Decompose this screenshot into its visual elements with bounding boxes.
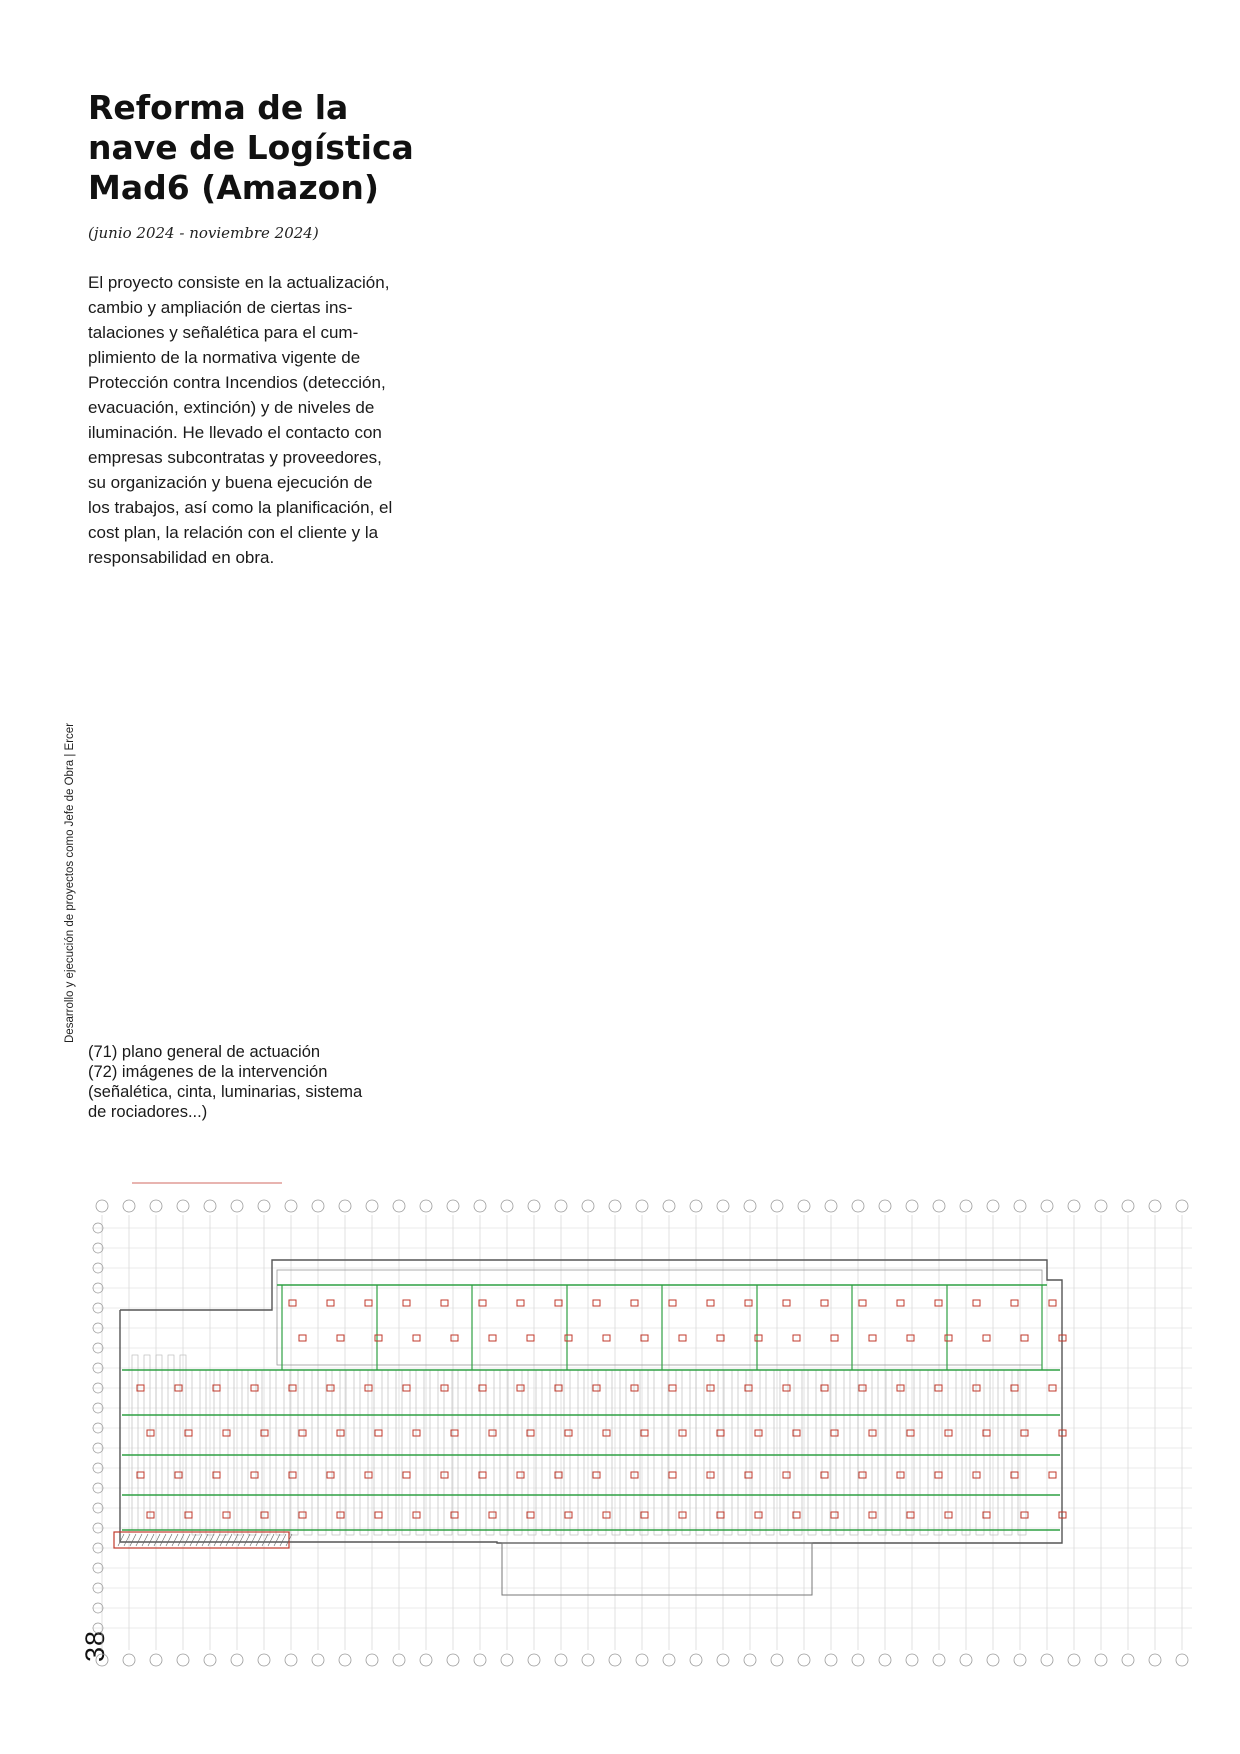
equipment-marker bbox=[983, 1335, 990, 1341]
grid-bubble bbox=[1014, 1654, 1026, 1666]
equipment-marker bbox=[223, 1430, 230, 1436]
grid-bubble bbox=[366, 1200, 378, 1212]
hatch-line bbox=[226, 1534, 232, 1546]
equipment-marker bbox=[945, 1335, 952, 1341]
grid-bubble bbox=[1149, 1654, 1161, 1666]
hatch-line bbox=[268, 1534, 274, 1546]
rack bbox=[346, 1370, 354, 1535]
equipment-marker bbox=[707, 1300, 714, 1306]
project-dates: (junio 2024 - noviembre 2024) bbox=[88, 224, 319, 242]
equipment-marker bbox=[337, 1512, 344, 1518]
equipment-marker bbox=[365, 1472, 372, 1478]
equipment-marker bbox=[603, 1335, 610, 1341]
equipment-marker bbox=[945, 1512, 952, 1518]
equipment-marker bbox=[365, 1300, 372, 1306]
caption-line: (71) plano general de actuación bbox=[88, 1043, 321, 1061]
equipment-marker bbox=[593, 1300, 600, 1306]
equipment-marker bbox=[403, 1472, 410, 1478]
description-line: El proyecto consiste en la actualización, bbox=[88, 273, 390, 292]
equipment-marker bbox=[679, 1512, 686, 1518]
equipment-marker bbox=[935, 1472, 942, 1478]
equipment-marker bbox=[403, 1300, 410, 1306]
rack bbox=[416, 1370, 424, 1535]
equipment-marker bbox=[783, 1300, 790, 1306]
equipment-marker bbox=[603, 1512, 610, 1518]
rack bbox=[934, 1370, 942, 1535]
rack bbox=[248, 1370, 256, 1535]
equipment-marker bbox=[793, 1335, 800, 1341]
grid-bubble bbox=[258, 1200, 270, 1212]
figure-caption bbox=[88, 1042, 418, 1122]
description-line: cambio y ampliación de ciertas ins- bbox=[88, 298, 353, 317]
rack bbox=[850, 1370, 858, 1535]
equipment-marker bbox=[565, 1430, 572, 1436]
equipment-marker bbox=[147, 1430, 154, 1436]
equipment-marker bbox=[783, 1472, 790, 1478]
grid-bubble bbox=[1149, 1200, 1161, 1212]
grid-bubble bbox=[717, 1200, 729, 1212]
hatch-line bbox=[244, 1534, 250, 1546]
hatch-line bbox=[172, 1534, 178, 1546]
grid-bubble bbox=[150, 1200, 162, 1212]
rack bbox=[234, 1370, 242, 1535]
hatch-line bbox=[154, 1534, 160, 1546]
equipment-marker bbox=[831, 1512, 838, 1518]
equipment-marker bbox=[669, 1472, 676, 1478]
equipment-marker bbox=[669, 1300, 676, 1306]
equipment-marker bbox=[897, 1300, 904, 1306]
description-line: Protección contra Incendios (detección, bbox=[88, 373, 386, 392]
hatch-line bbox=[166, 1534, 172, 1546]
rack bbox=[556, 1370, 564, 1535]
description-line: cost plan, la relación con el cliente y la bbox=[88, 523, 379, 542]
description-line: evacuación, extinción) y de niveles de bbox=[88, 398, 375, 417]
rack bbox=[990, 1370, 998, 1535]
grid-bubble bbox=[987, 1654, 999, 1666]
description-line: empresas subcontratas y proveedores, bbox=[88, 448, 382, 467]
rack bbox=[374, 1370, 382, 1535]
equipment-marker bbox=[327, 1472, 334, 1478]
rack bbox=[682, 1370, 690, 1535]
rack bbox=[794, 1370, 802, 1535]
page-number: 38 bbox=[80, 1629, 110, 1662]
grid-bubble bbox=[1068, 1654, 1080, 1666]
grid-bubble bbox=[285, 1654, 297, 1666]
grid-bubble bbox=[1041, 1200, 1053, 1212]
rack bbox=[766, 1370, 774, 1535]
description-line: talaciones y señalética para el cum- bbox=[88, 323, 359, 342]
equipment-marker bbox=[289, 1300, 296, 1306]
equipment-marker bbox=[517, 1300, 524, 1306]
equipment-marker bbox=[907, 1512, 914, 1518]
floor-plan-drawing bbox=[92, 1180, 1202, 1672]
equipment-marker bbox=[299, 1512, 306, 1518]
grid-bubble bbox=[582, 1200, 594, 1212]
rack bbox=[808, 1370, 816, 1535]
page-title bbox=[88, 88, 508, 208]
grid-bubble bbox=[447, 1654, 459, 1666]
grid-bubble bbox=[1122, 1200, 1134, 1212]
caption-line: (72) imágenes de la intervención bbox=[88, 1063, 328, 1081]
hatch-line bbox=[190, 1534, 196, 1546]
equipment-marker bbox=[831, 1430, 838, 1436]
equipment-marker bbox=[1049, 1472, 1056, 1478]
hatch-line bbox=[238, 1534, 244, 1546]
rack bbox=[486, 1370, 494, 1535]
rack bbox=[976, 1370, 984, 1535]
grid-bubble bbox=[1095, 1200, 1107, 1212]
rack bbox=[780, 1370, 788, 1535]
grid-bubble bbox=[339, 1200, 351, 1212]
grid-bubble bbox=[987, 1200, 999, 1212]
grid-bubble bbox=[879, 1654, 891, 1666]
grid-bubble bbox=[150, 1654, 162, 1666]
project-description bbox=[88, 270, 428, 570]
grid-bubble bbox=[798, 1654, 810, 1666]
rack bbox=[542, 1370, 550, 1535]
equipment-marker bbox=[593, 1472, 600, 1478]
rack bbox=[132, 1355, 138, 1530]
title-line: Reforma de la bbox=[88, 88, 349, 127]
grid-bubble bbox=[501, 1200, 513, 1212]
equipment-marker bbox=[1049, 1300, 1056, 1306]
equipment-marker bbox=[1021, 1430, 1028, 1436]
rack bbox=[458, 1370, 466, 1535]
rack bbox=[168, 1355, 174, 1530]
grid-bubble bbox=[852, 1200, 864, 1212]
hatch-line bbox=[208, 1534, 214, 1546]
equipment-marker bbox=[1021, 1512, 1028, 1518]
equipment-marker bbox=[413, 1335, 420, 1341]
equipment-marker bbox=[299, 1430, 306, 1436]
hatch-line bbox=[136, 1534, 142, 1546]
grid-bubble bbox=[285, 1200, 297, 1212]
equipment-marker bbox=[631, 1472, 638, 1478]
grid-bubble bbox=[366, 1654, 378, 1666]
grid-bubble bbox=[771, 1200, 783, 1212]
grid-bubble bbox=[393, 1200, 405, 1212]
rack bbox=[626, 1370, 634, 1535]
hatch-line bbox=[280, 1534, 286, 1546]
equipment-marker bbox=[869, 1512, 876, 1518]
caption-line: (señalética, cinta, luminarias, sistema bbox=[88, 1083, 363, 1101]
equipment-marker bbox=[869, 1335, 876, 1341]
grid-bubble bbox=[447, 1200, 459, 1212]
equipment-marker bbox=[1021, 1335, 1028, 1341]
equipment-marker bbox=[707, 1472, 714, 1478]
rack bbox=[738, 1370, 746, 1535]
equipment-marker bbox=[375, 1430, 382, 1436]
equipment-marker bbox=[413, 1512, 420, 1518]
equipment-marker bbox=[489, 1335, 496, 1341]
grid-bubble bbox=[1041, 1654, 1053, 1666]
equipment-marker bbox=[413, 1430, 420, 1436]
grid-bubble bbox=[231, 1200, 243, 1212]
hatch-line bbox=[160, 1534, 166, 1546]
hatch-line bbox=[274, 1534, 280, 1546]
equipment-marker bbox=[755, 1512, 762, 1518]
grid-bubble bbox=[312, 1200, 324, 1212]
equipment-marker bbox=[527, 1335, 534, 1341]
grid-bubble bbox=[906, 1654, 918, 1666]
grid-bubble bbox=[744, 1654, 756, 1666]
rack bbox=[388, 1370, 396, 1535]
equipment-marker bbox=[489, 1430, 496, 1436]
grid-bubble bbox=[1068, 1200, 1080, 1212]
rack bbox=[1018, 1370, 1026, 1535]
rack bbox=[304, 1370, 312, 1535]
rack bbox=[360, 1370, 368, 1535]
description-line: iluminación. He llevado el contacto con bbox=[88, 423, 382, 442]
grid-bubble bbox=[636, 1654, 648, 1666]
grid-bubble bbox=[555, 1654, 567, 1666]
rack bbox=[528, 1370, 536, 1535]
hatch-line bbox=[220, 1534, 226, 1546]
grid-bubble bbox=[177, 1200, 189, 1212]
grid-bubble bbox=[339, 1654, 351, 1666]
equipment-marker bbox=[859, 1472, 866, 1478]
equipment-marker bbox=[337, 1335, 344, 1341]
grid-bubble bbox=[96, 1654, 108, 1666]
grid-bubble bbox=[177, 1654, 189, 1666]
grid-bubble bbox=[1122, 1654, 1134, 1666]
grid-bubble bbox=[960, 1654, 972, 1666]
grid-bubble bbox=[96, 1200, 108, 1212]
equipment-marker bbox=[755, 1430, 762, 1436]
grid-bubble bbox=[744, 1200, 756, 1212]
rack bbox=[570, 1370, 578, 1535]
rack bbox=[836, 1370, 844, 1535]
hatch-line bbox=[118, 1534, 124, 1546]
rack bbox=[710, 1370, 718, 1535]
rack bbox=[724, 1370, 732, 1535]
rack bbox=[920, 1370, 928, 1535]
hatch-line bbox=[142, 1534, 148, 1546]
rack bbox=[192, 1370, 200, 1535]
hatch-line bbox=[214, 1534, 220, 1546]
description-line: los trabajos, así como la planificación, el bbox=[88, 498, 393, 517]
rack bbox=[612, 1370, 620, 1535]
grid-bubble bbox=[1176, 1654, 1188, 1666]
hatch-line bbox=[196, 1534, 202, 1546]
equipment-marker bbox=[935, 1300, 942, 1306]
grid-bubble bbox=[528, 1200, 540, 1212]
grid-bubble bbox=[501, 1654, 513, 1666]
rack bbox=[402, 1370, 410, 1535]
equipment-marker bbox=[441, 1300, 448, 1306]
equipment-marker bbox=[375, 1335, 382, 1341]
grid-bubble bbox=[258, 1654, 270, 1666]
grid-bubble bbox=[474, 1654, 486, 1666]
grid-bubble bbox=[393, 1654, 405, 1666]
equipment-marker bbox=[821, 1300, 828, 1306]
grid-bubble bbox=[420, 1200, 432, 1212]
hatch-line bbox=[148, 1534, 154, 1546]
rack bbox=[822, 1370, 830, 1535]
rack bbox=[948, 1370, 956, 1535]
equipment-marker bbox=[489, 1512, 496, 1518]
rack bbox=[752, 1370, 760, 1535]
rack bbox=[156, 1355, 162, 1530]
grid-bubble bbox=[663, 1200, 675, 1212]
grid-bubble bbox=[420, 1654, 432, 1666]
title-line: nave de Logística bbox=[88, 128, 414, 167]
grid-bubble bbox=[663, 1654, 675, 1666]
caption-line: de rociadores...) bbox=[88, 1103, 208, 1121]
rack bbox=[864, 1370, 872, 1535]
grid-bubble bbox=[609, 1200, 621, 1212]
rack bbox=[262, 1370, 270, 1535]
equipment-marker bbox=[859, 1300, 866, 1306]
grid-bubble bbox=[1176, 1200, 1188, 1212]
rack bbox=[144, 1355, 150, 1530]
equipment-marker bbox=[441, 1472, 448, 1478]
grid-bubble bbox=[582, 1654, 594, 1666]
hatch-line bbox=[250, 1534, 256, 1546]
grid-bubble bbox=[798, 1200, 810, 1212]
grid-bubble bbox=[933, 1200, 945, 1212]
rack bbox=[332, 1370, 340, 1535]
grid-bubble bbox=[555, 1200, 567, 1212]
equipment-marker bbox=[745, 1300, 752, 1306]
equipment-marker bbox=[451, 1335, 458, 1341]
rack bbox=[640, 1370, 648, 1535]
equipment-marker bbox=[375, 1512, 382, 1518]
rack bbox=[472, 1370, 480, 1535]
equipment-marker bbox=[973, 1300, 980, 1306]
equipment-marker bbox=[1011, 1300, 1018, 1306]
grid-bubble bbox=[852, 1654, 864, 1666]
grid-bubble bbox=[528, 1654, 540, 1666]
equipment-marker bbox=[945, 1430, 952, 1436]
equipment-marker bbox=[565, 1512, 572, 1518]
grid-bubble bbox=[609, 1654, 621, 1666]
equipment-marker bbox=[327, 1300, 334, 1306]
equipment-marker bbox=[175, 1472, 182, 1478]
rack bbox=[220, 1370, 228, 1535]
description-line: responsabilidad en obra. bbox=[88, 548, 275, 567]
grid-bubble bbox=[960, 1200, 972, 1212]
grid-bubble bbox=[906, 1200, 918, 1212]
equipment-marker bbox=[565, 1335, 572, 1341]
grid-bubble bbox=[474, 1200, 486, 1212]
equipment-marker bbox=[603, 1430, 610, 1436]
grid-bubble bbox=[1014, 1200, 1026, 1212]
annex-outline bbox=[502, 1543, 812, 1595]
running-header: Desarrollo y ejecución de proyectos como Jefe de Obra | Ercer bbox=[64, 722, 76, 1043]
equipment-marker bbox=[337, 1430, 344, 1436]
grid-bubble bbox=[690, 1200, 702, 1212]
grid-bubble bbox=[204, 1654, 216, 1666]
rack bbox=[430, 1370, 438, 1535]
grid-bubble bbox=[933, 1654, 945, 1666]
grid-bubble bbox=[123, 1200, 135, 1212]
equipment-marker bbox=[755, 1335, 762, 1341]
equipment-marker bbox=[973, 1472, 980, 1478]
equipment-marker bbox=[831, 1335, 838, 1341]
grid-bubble bbox=[636, 1200, 648, 1212]
equipment-marker bbox=[299, 1335, 306, 1341]
equipment-marker bbox=[679, 1430, 686, 1436]
hatch-line bbox=[256, 1534, 262, 1546]
equipment-marker bbox=[907, 1335, 914, 1341]
equipment-marker bbox=[251, 1472, 258, 1478]
equipment-marker bbox=[147, 1512, 154, 1518]
rack bbox=[444, 1370, 452, 1535]
hatch-line bbox=[130, 1534, 136, 1546]
upper-zone bbox=[277, 1270, 1042, 1365]
rack bbox=[654, 1370, 662, 1535]
title-line: Mad6 (Amazon) bbox=[88, 168, 379, 207]
rack bbox=[906, 1370, 914, 1535]
description-line: su organización y buena ejecución de bbox=[88, 473, 373, 492]
grid-bubble bbox=[231, 1654, 243, 1666]
grid-bubble bbox=[1095, 1654, 1107, 1666]
equipment-marker bbox=[631, 1300, 638, 1306]
grid-bubble bbox=[879, 1200, 891, 1212]
rack bbox=[696, 1370, 704, 1535]
rack bbox=[1004, 1370, 1012, 1535]
equipment-marker bbox=[223, 1512, 230, 1518]
grid-bubble bbox=[717, 1654, 729, 1666]
equipment-marker bbox=[517, 1472, 524, 1478]
grid-bubble bbox=[771, 1654, 783, 1666]
grid-bubble bbox=[123, 1654, 135, 1666]
equipment-marker bbox=[679, 1335, 686, 1341]
rack bbox=[514, 1370, 522, 1535]
equipment-marker bbox=[897, 1472, 904, 1478]
grid-bubble bbox=[204, 1200, 216, 1212]
hatch-line bbox=[202, 1534, 208, 1546]
description-line: plimiento de la normativa vigente de bbox=[88, 348, 361, 367]
equipment-marker bbox=[869, 1430, 876, 1436]
grid-bubble bbox=[825, 1654, 837, 1666]
grid-bubble bbox=[312, 1654, 324, 1666]
rack bbox=[276, 1370, 284, 1535]
rack bbox=[318, 1370, 326, 1535]
equipment-marker bbox=[907, 1430, 914, 1436]
rack bbox=[892, 1370, 900, 1535]
hatch-line bbox=[184, 1534, 190, 1546]
grid-bubble bbox=[825, 1200, 837, 1212]
grid-bubble bbox=[690, 1654, 702, 1666]
rack bbox=[598, 1370, 606, 1535]
building-outline bbox=[120, 1260, 1062, 1543]
hatch-line bbox=[262, 1534, 268, 1546]
